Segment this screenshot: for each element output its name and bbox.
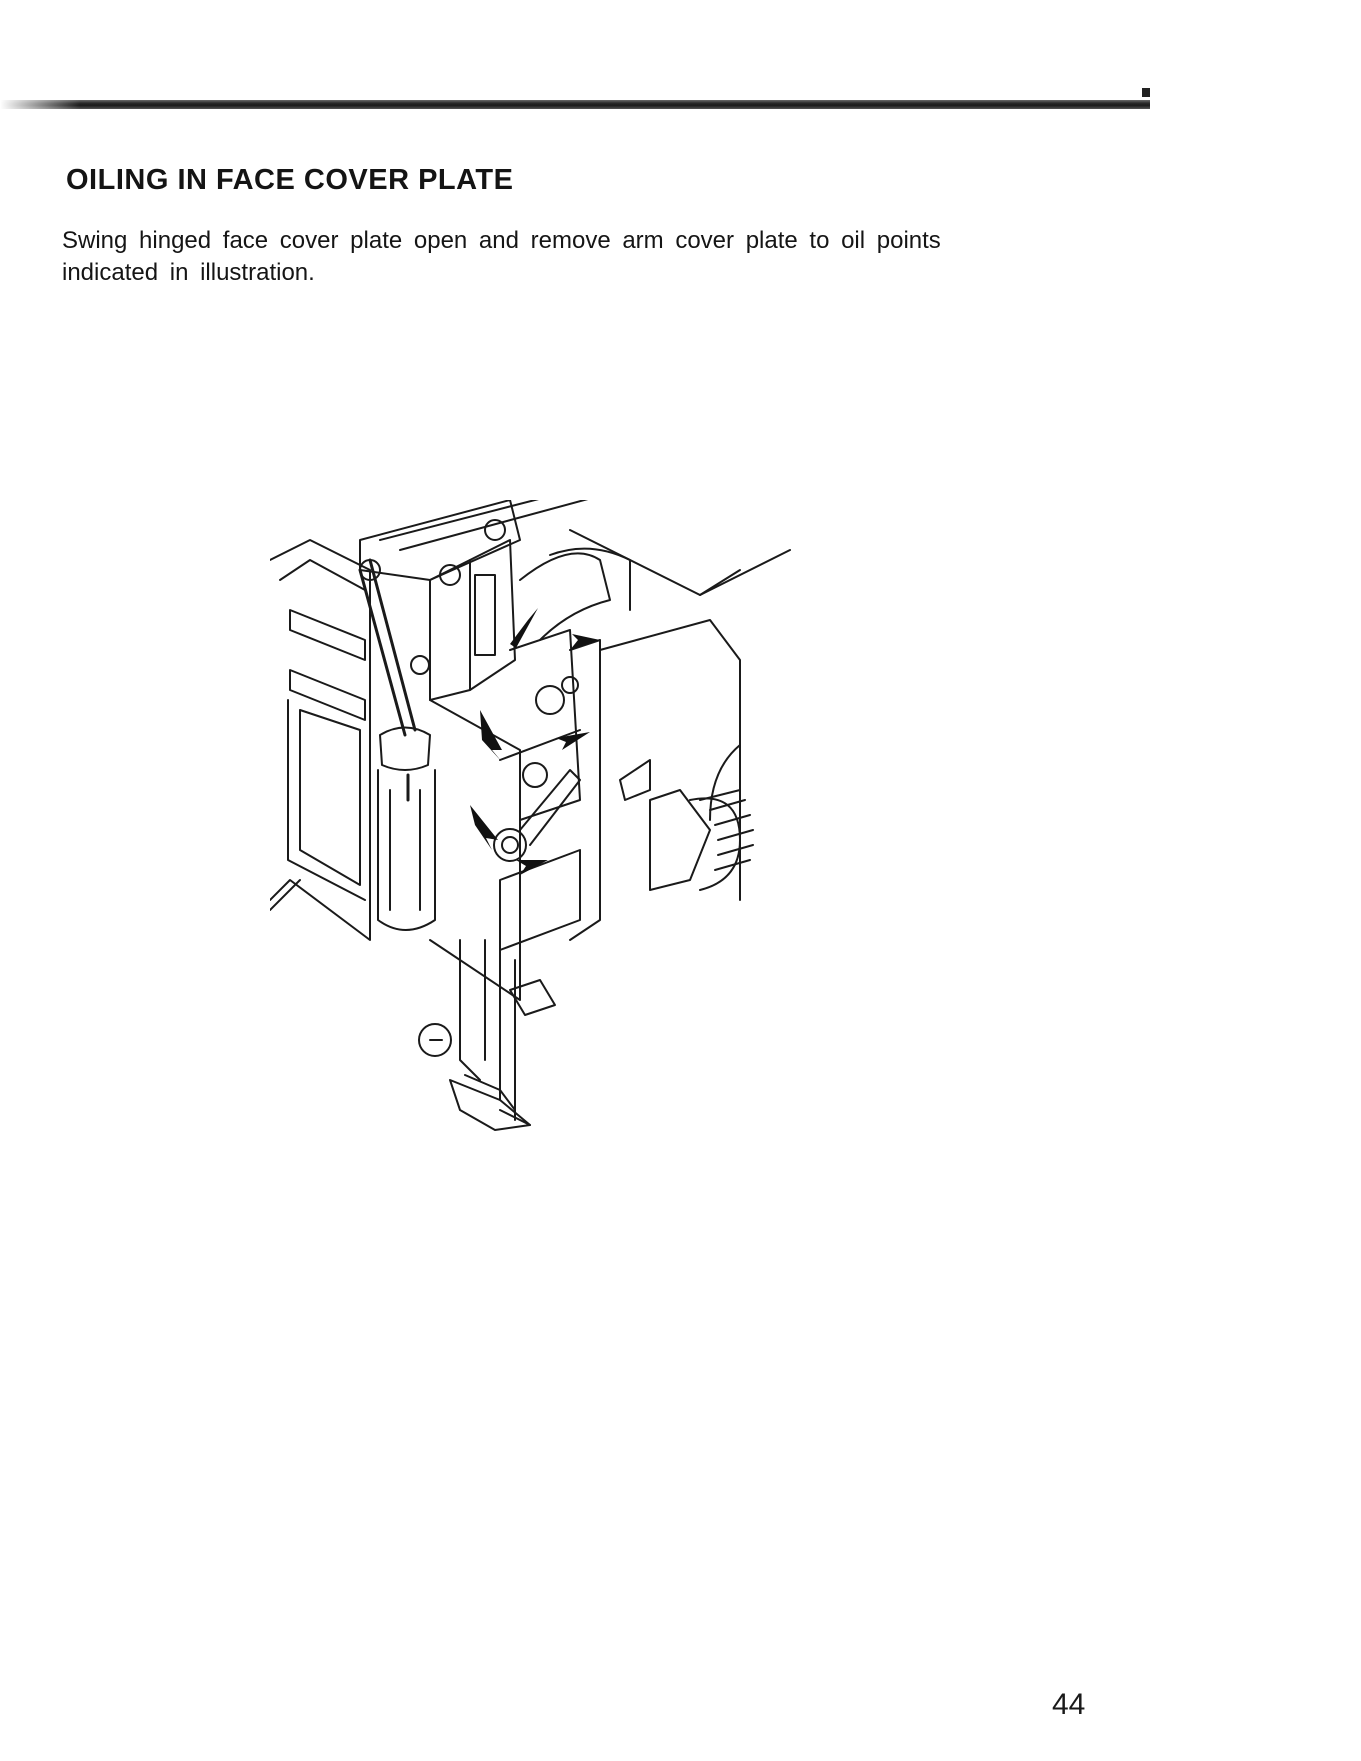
oil-point-arrows [470, 608, 600, 875]
page-title: OILING IN FACE COVER PLATE [66, 164, 514, 196]
oil-can [360, 560, 435, 930]
instruction-text: Swing hinged face cover plate open and remove arm cover plate to oil points indicated in illustration. [62, 227, 941, 286]
needle-bar-mechanism [494, 549, 630, 950]
presser-foot [419, 940, 555, 1130]
oil-arrow-4 [556, 732, 590, 750]
face-cover-plate-illustration [270, 500, 830, 1260]
header-rule [0, 100, 1150, 109]
oil-arrow-3 [480, 710, 502, 762]
arm-side [600, 620, 753, 900]
header-rule-taper [0, 100, 80, 109]
hinged-face-cover [270, 540, 370, 940]
corner-marker [1142, 88, 1150, 97]
page-number: 44 [1052, 1688, 1086, 1721]
